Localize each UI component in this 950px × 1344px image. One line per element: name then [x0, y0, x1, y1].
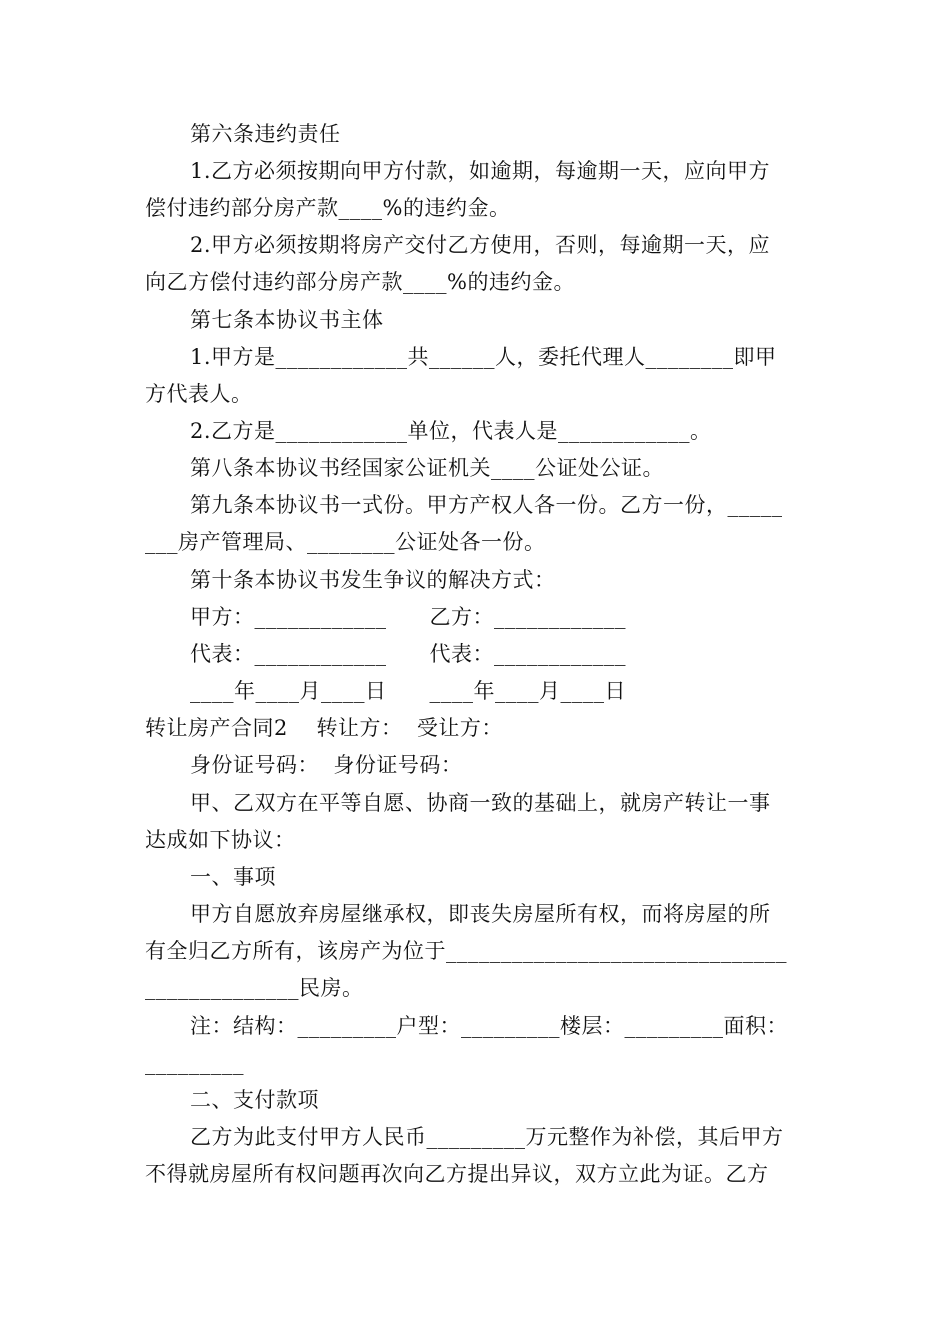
article-7-clause-1-line-2: 方代表人。 [145, 382, 253, 406]
section-1-line-3: ______________民房。 [145, 976, 364, 1000]
article-6-clause-2-line-1: 2.甲方必须按期将房产交付乙方使用，否则，每逾期一天，应 [190, 233, 771, 257]
preamble-line-2: 达成如下协议： [145, 828, 296, 852]
section-2-line-2: 不得就房屋所有权问题再次向乙方提出异议，双方立此为证。乙方 [145, 1162, 769, 1186]
article-7-clause-1-line-1: 1.甲方是____________共______人，委托代理人________即甲 [190, 345, 777, 369]
note-line-1: 注：结构：_________户型：_________楼层：_________面积： [190, 1014, 788, 1038]
section-2-heading: 二、支付款项 [190, 1088, 319, 1112]
id-number-row: 身份证号码： 身份证号码： [190, 753, 463, 777]
article-9-line-2: ___房产管理局、________公证处各一份。 [145, 530, 546, 554]
article-8: 第八条本协议书经国家公证机关____公证处公证。 [190, 456, 664, 480]
section-1-line-1: 甲方自愿放弃房屋继承权，即丧失房屋所有权，而将房屋的所 [190, 902, 771, 926]
signature-representative-row: 代表：____________ 代表：____________ [190, 642, 627, 666]
section-1-heading: 一、事项 [190, 865, 276, 889]
note-line-2: _________ [145, 1051, 244, 1075]
article-6-heading: 第六条违约责任 [190, 122, 341, 146]
article-10: 第十条本协议书发生争议的解决方式： [190, 568, 556, 592]
section-1-line-2: 有全归乙方所有，该房产为位于_______________________________ [145, 939, 787, 963]
preamble-line-1: 甲、乙双方在平等自愿、协商一致的基础上，就房产转让一事 [190, 791, 771, 815]
signature-date-row: ____年____月____日 ____年____月____日 [190, 679, 627, 703]
article-6-clause-1-line-1: 1.乙方必须按期向甲方付款，如逾期，每逾期一天，应向甲方 [190, 159, 771, 183]
article-9-line-1: 第九条本协议书一式份。甲方产权人各一份。乙方一份，_____ [190, 493, 783, 517]
section-2-line-1: 乙方为此支付甲方人民币_________万元整作为补偿，其后甲方 [190, 1125, 784, 1149]
contract-2-title: 转让房产合同2 转让方： 受让方： [145, 716, 503, 740]
article-7-heading: 第七条本协议书主体 [190, 308, 384, 332]
article-6-clause-2-line-2: 向乙方偿付违约部分房产款____%的违约金。 [145, 270, 575, 294]
signature-party-row: 甲方：____________ 乙方：____________ [190, 605, 627, 629]
article-7-clause-2: 2.乙方是____________单位，代表人是____________。 [190, 419, 712, 443]
article-6-clause-1-line-2: 偿付违约部分房产款____%的违约金。 [145, 196, 511, 220]
